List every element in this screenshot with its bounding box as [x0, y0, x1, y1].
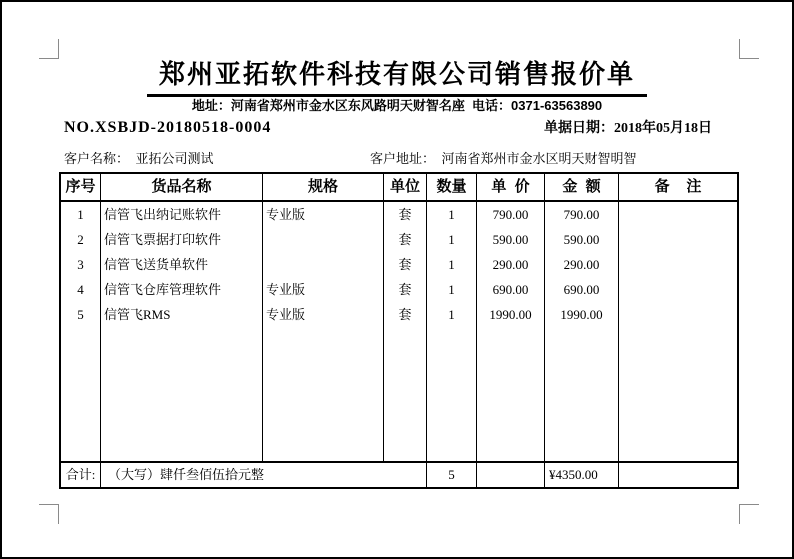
row-2-unit: 套 [384, 227, 427, 252]
row-5-price: 1990.00 [477, 302, 545, 327]
row-1-name: 信管飞出纳记账软件 [101, 202, 263, 227]
row-3-no: 3 [61, 252, 101, 277]
row-4-no: 4 [61, 277, 101, 302]
row-3-unit: 套 [384, 252, 427, 277]
col-header-name: 货品名称 [101, 174, 263, 202]
row-3-remark [619, 252, 737, 277]
table-header-row [61, 174, 737, 202]
row-2-qty: 1 [427, 227, 477, 252]
row-4-name: 信管飞仓库管理软件 [101, 277, 263, 302]
row-5-unit: 套 [384, 302, 427, 327]
col-header-spec: 规格 [263, 174, 384, 202]
row-5-qty: 1 [427, 302, 477, 327]
row-1-unit: 套 [384, 202, 427, 227]
row-1-no: 1 [61, 202, 101, 227]
row-4-spec: 专业版 [263, 277, 384, 302]
col-header-price: 单 价 [477, 174, 545, 202]
row-2-price: 590.00 [477, 227, 545, 252]
table-total-row [61, 461, 737, 487]
filler-qty [427, 327, 477, 461]
document-number: NO.XSBJD-20180518-0004 [64, 119, 272, 136]
total-quantity: 5 [427, 461, 477, 487]
document-meta-row [59, 117, 739, 137]
filler-amount [545, 327, 619, 461]
quotation-table [59, 172, 739, 489]
row-5-amount: 1990.00 [545, 302, 619, 327]
total-unit-price [477, 461, 545, 487]
row-5-name: 信管飞RMS [101, 302, 263, 327]
row-4-unit: 套 [384, 277, 427, 302]
row-1-remark [619, 202, 737, 227]
customer-address: 客户地址： 河南省郑州市金水区明天财智明智 [370, 151, 637, 166]
row-5-no: 5 [61, 302, 101, 327]
col-header-unit: 单位 [384, 174, 427, 202]
row-2-remark [619, 227, 737, 252]
filler-remark [619, 327, 737, 461]
row-4-qty: 1 [427, 277, 477, 302]
row-1-qty: 1 [427, 202, 477, 227]
total-amount: ¥4350.00 [545, 461, 619, 487]
document-date: 单据日期：2018年05月18日 [544, 121, 712, 136]
total-amount-words: （大写）肆仟叁佰伍拾元整 [101, 461, 427, 487]
row-5-remark [619, 302, 737, 327]
row-2-no: 2 [61, 227, 101, 252]
crop-mark-bottom-right [739, 504, 759, 524]
col-header-remark: 备 注 [619, 174, 737, 202]
crop-mark-bottom-left [39, 504, 59, 524]
total-label: 合计: [61, 461, 101, 487]
total-remark [619, 461, 737, 487]
page-title: 郑州亚拓软件科技有限公司销售报价单 [147, 54, 647, 97]
row-4-price: 690.00 [477, 277, 545, 302]
filler-name [101, 327, 263, 461]
col-header-index: 序号 [61, 174, 101, 202]
row-3-qty: 1 [427, 252, 477, 277]
table-body [61, 202, 737, 461]
row-4-remark [619, 277, 737, 302]
col-header-qty: 数量 [427, 174, 477, 202]
row-3-price: 290.00 [477, 252, 545, 277]
row-2-amount: 590.00 [545, 227, 619, 252]
row-3-amount: 290.00 [545, 252, 619, 277]
company-address-line: 地址：河南省郑州市金水区东风路明天财智名座 电话：0371-63563890 [191, 98, 603, 113]
row-2-name: 信管飞票据打印软件 [101, 227, 263, 252]
filler-price [477, 327, 545, 461]
row-4-amount: 690.00 [545, 277, 619, 302]
row-3-spec [263, 252, 384, 277]
filler-no [61, 327, 101, 461]
col-header-amount: 金 额 [545, 174, 619, 202]
row-1-spec: 专业版 [263, 202, 384, 227]
row-2-spec [263, 227, 384, 252]
filler-spec [263, 327, 384, 461]
row-3-name: 信管飞送货单软件 [101, 252, 263, 277]
filler-unit [384, 327, 427, 461]
row-1-amount: 790.00 [545, 202, 619, 227]
row-1-price: 790.00 [477, 202, 545, 227]
customer-name: 客户名称： 亚拓公司测试 [64, 151, 214, 166]
row-5-spec: 专业版 [263, 302, 384, 327]
